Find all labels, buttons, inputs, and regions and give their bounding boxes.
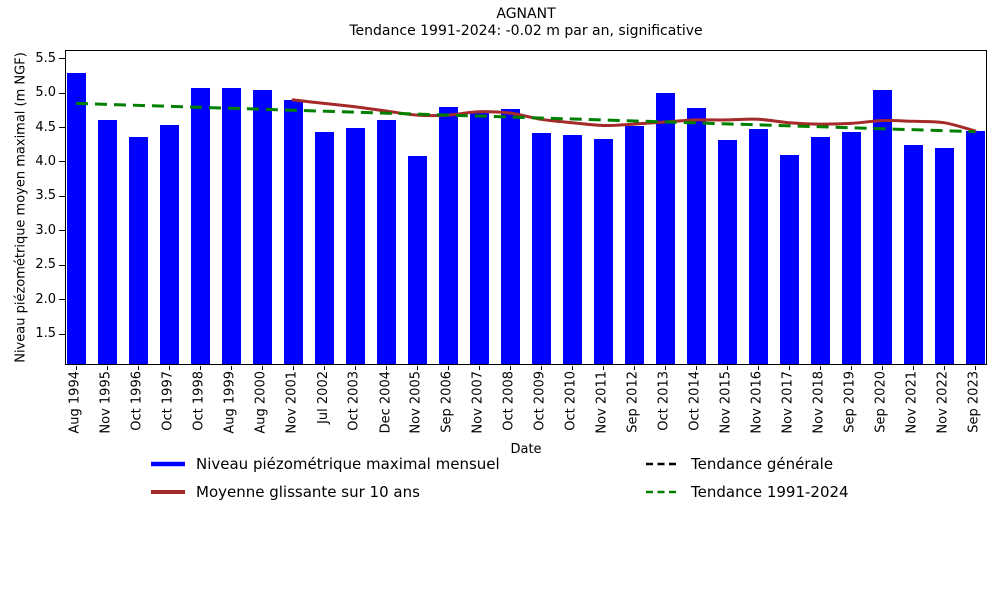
legend-label-4: Tendance 1991-2024 (691, 483, 849, 501)
x-tick-mark (293, 366, 294, 370)
x-tick-mark (479, 366, 480, 370)
y-tick-label: 3.5 (35, 188, 56, 204)
y-tick-mark (59, 93, 65, 94)
x-tick-mark (913, 366, 914, 370)
legend-item-2 (150, 483, 510, 501)
x-tick-label: Nov 2011 (595, 371, 610, 434)
x-tick-label: Dec 2004 (378, 371, 393, 434)
x-tick-label: Nov 2017 (781, 371, 796, 434)
x-tick-mark (820, 366, 821, 370)
y-tick-mark (59, 58, 65, 59)
x-tick-mark (169, 366, 170, 370)
x-tick-mark (975, 366, 976, 370)
x-tick-mark (76, 366, 77, 370)
y-tick-label: 2.0 (35, 291, 56, 307)
x-tick-mark (696, 366, 697, 370)
y-tick-mark (59, 230, 65, 231)
x-tick-label: Oct 1998 (192, 371, 207, 431)
x-tick-mark (448, 366, 449, 370)
legend-label-2: Moyenne glissante sur 10 ans (196, 483, 420, 501)
x-tick-label: Aug 1994 (68, 371, 83, 434)
x-tick-mark (634, 366, 635, 370)
x-tick-label: Sep 2023 (967, 371, 982, 433)
y-tick-label: 2.5 (35, 257, 56, 273)
x-tick-mark (758, 366, 759, 370)
y-tick-label: 5.0 (35, 85, 56, 101)
legend-swatch-2-line (150, 483, 186, 501)
x-tick-label: Nov 2001 (285, 371, 300, 434)
x-tick-label: Sep 2020 (874, 371, 889, 433)
x-tick-label: Jul 2002 (316, 371, 331, 424)
x-tick-mark (944, 366, 945, 370)
y-tick-mark (59, 299, 65, 300)
x-tick-mark (665, 366, 666, 370)
x-tick-label: Nov 1995 (99, 371, 114, 434)
x-tick-mark (727, 366, 728, 370)
chart-title: AGNANT (496, 6, 556, 22)
y-tick-mark (59, 161, 65, 162)
x-tick-mark (882, 366, 883, 370)
y-tick-mark (59, 196, 65, 197)
y-tick-mark (59, 265, 65, 266)
x-tick-label: Sep 2012 (626, 371, 641, 433)
x-tick-label: Aug 1999 (223, 371, 238, 434)
x-tick-label: Nov 2007 (471, 371, 486, 434)
legend-swatch-1-line (150, 455, 186, 473)
x-tick-mark (200, 366, 201, 370)
chart-subtitle: Tendance 1991-2024: -0.02 m par an, significative (349, 23, 703, 39)
x-tick-mark (107, 366, 108, 370)
x-tick-label: Nov 2021 (905, 371, 920, 434)
x-tick-label: Nov 2022 (936, 371, 951, 434)
plot-area (65, 50, 987, 365)
legend-swatch-3-line (645, 455, 681, 473)
x-tick-mark (324, 366, 325, 370)
x-tick-label: Nov 2016 (750, 371, 765, 434)
x-tick-label: Nov 2018 (812, 371, 827, 434)
x-tick-mark (572, 366, 573, 370)
x-tick-label: Oct 2014 (688, 371, 703, 431)
x-tick-mark (851, 366, 852, 370)
x-tick-label: Sep 2019 (843, 371, 858, 433)
x-tick-label: Oct 2013 (657, 371, 672, 431)
x-tick-mark (386, 366, 387, 370)
y-tick-label: 4.5 (35, 119, 56, 135)
y-tick-label: 5.5 (35, 50, 56, 66)
y-axis-label: Niveau piézométrique moyen maximal (m NGF) (13, 52, 29, 363)
rolling-mean-line (293, 100, 975, 131)
x-tick-mark (603, 366, 604, 370)
legend-label-1: Niveau piézométrique maximal mensuel (196, 455, 500, 473)
legend-item-3 (645, 455, 1000, 473)
x-tick-label: Sep 2006 (440, 371, 455, 433)
x-tick-label: Aug 2000 (254, 371, 269, 434)
legend-item-1 (150, 455, 510, 473)
x-tick-label: Oct 2010 (564, 371, 579, 431)
x-tick-mark (231, 366, 232, 370)
y-tick-label: 3.0 (35, 222, 56, 238)
x-tick-mark (541, 366, 542, 370)
legend-label-3: Tendance générale (691, 455, 834, 473)
x-tick-mark (355, 366, 356, 370)
x-tick-mark (510, 366, 511, 370)
y-tick-mark (59, 127, 65, 128)
x-tick-mark (417, 366, 418, 370)
x-tick-label: Oct 1996 (130, 371, 145, 431)
x-tick-label: Nov 2005 (409, 371, 424, 434)
x-tick-label: Oct 2008 (502, 371, 517, 431)
legend-item-4 (645, 483, 1000, 501)
x-axis-label: Date (510, 442, 542, 457)
x-tick-label: Oct 2003 (347, 371, 362, 431)
x-tick-label: Oct 1997 (161, 371, 176, 431)
y-tick-label: 4.0 (35, 153, 56, 169)
x-tick-label: Oct 2009 (533, 371, 548, 431)
legend-swatch-4-line (645, 483, 681, 501)
y-tick-label: 1.5 (35, 326, 56, 342)
x-tick-label: Nov 2015 (719, 371, 734, 434)
x-tick-mark (262, 366, 263, 370)
x-tick-mark (789, 366, 790, 370)
lines-overlay (66, 51, 986, 364)
x-tick-mark (138, 366, 139, 370)
y-tick-mark (59, 334, 65, 335)
